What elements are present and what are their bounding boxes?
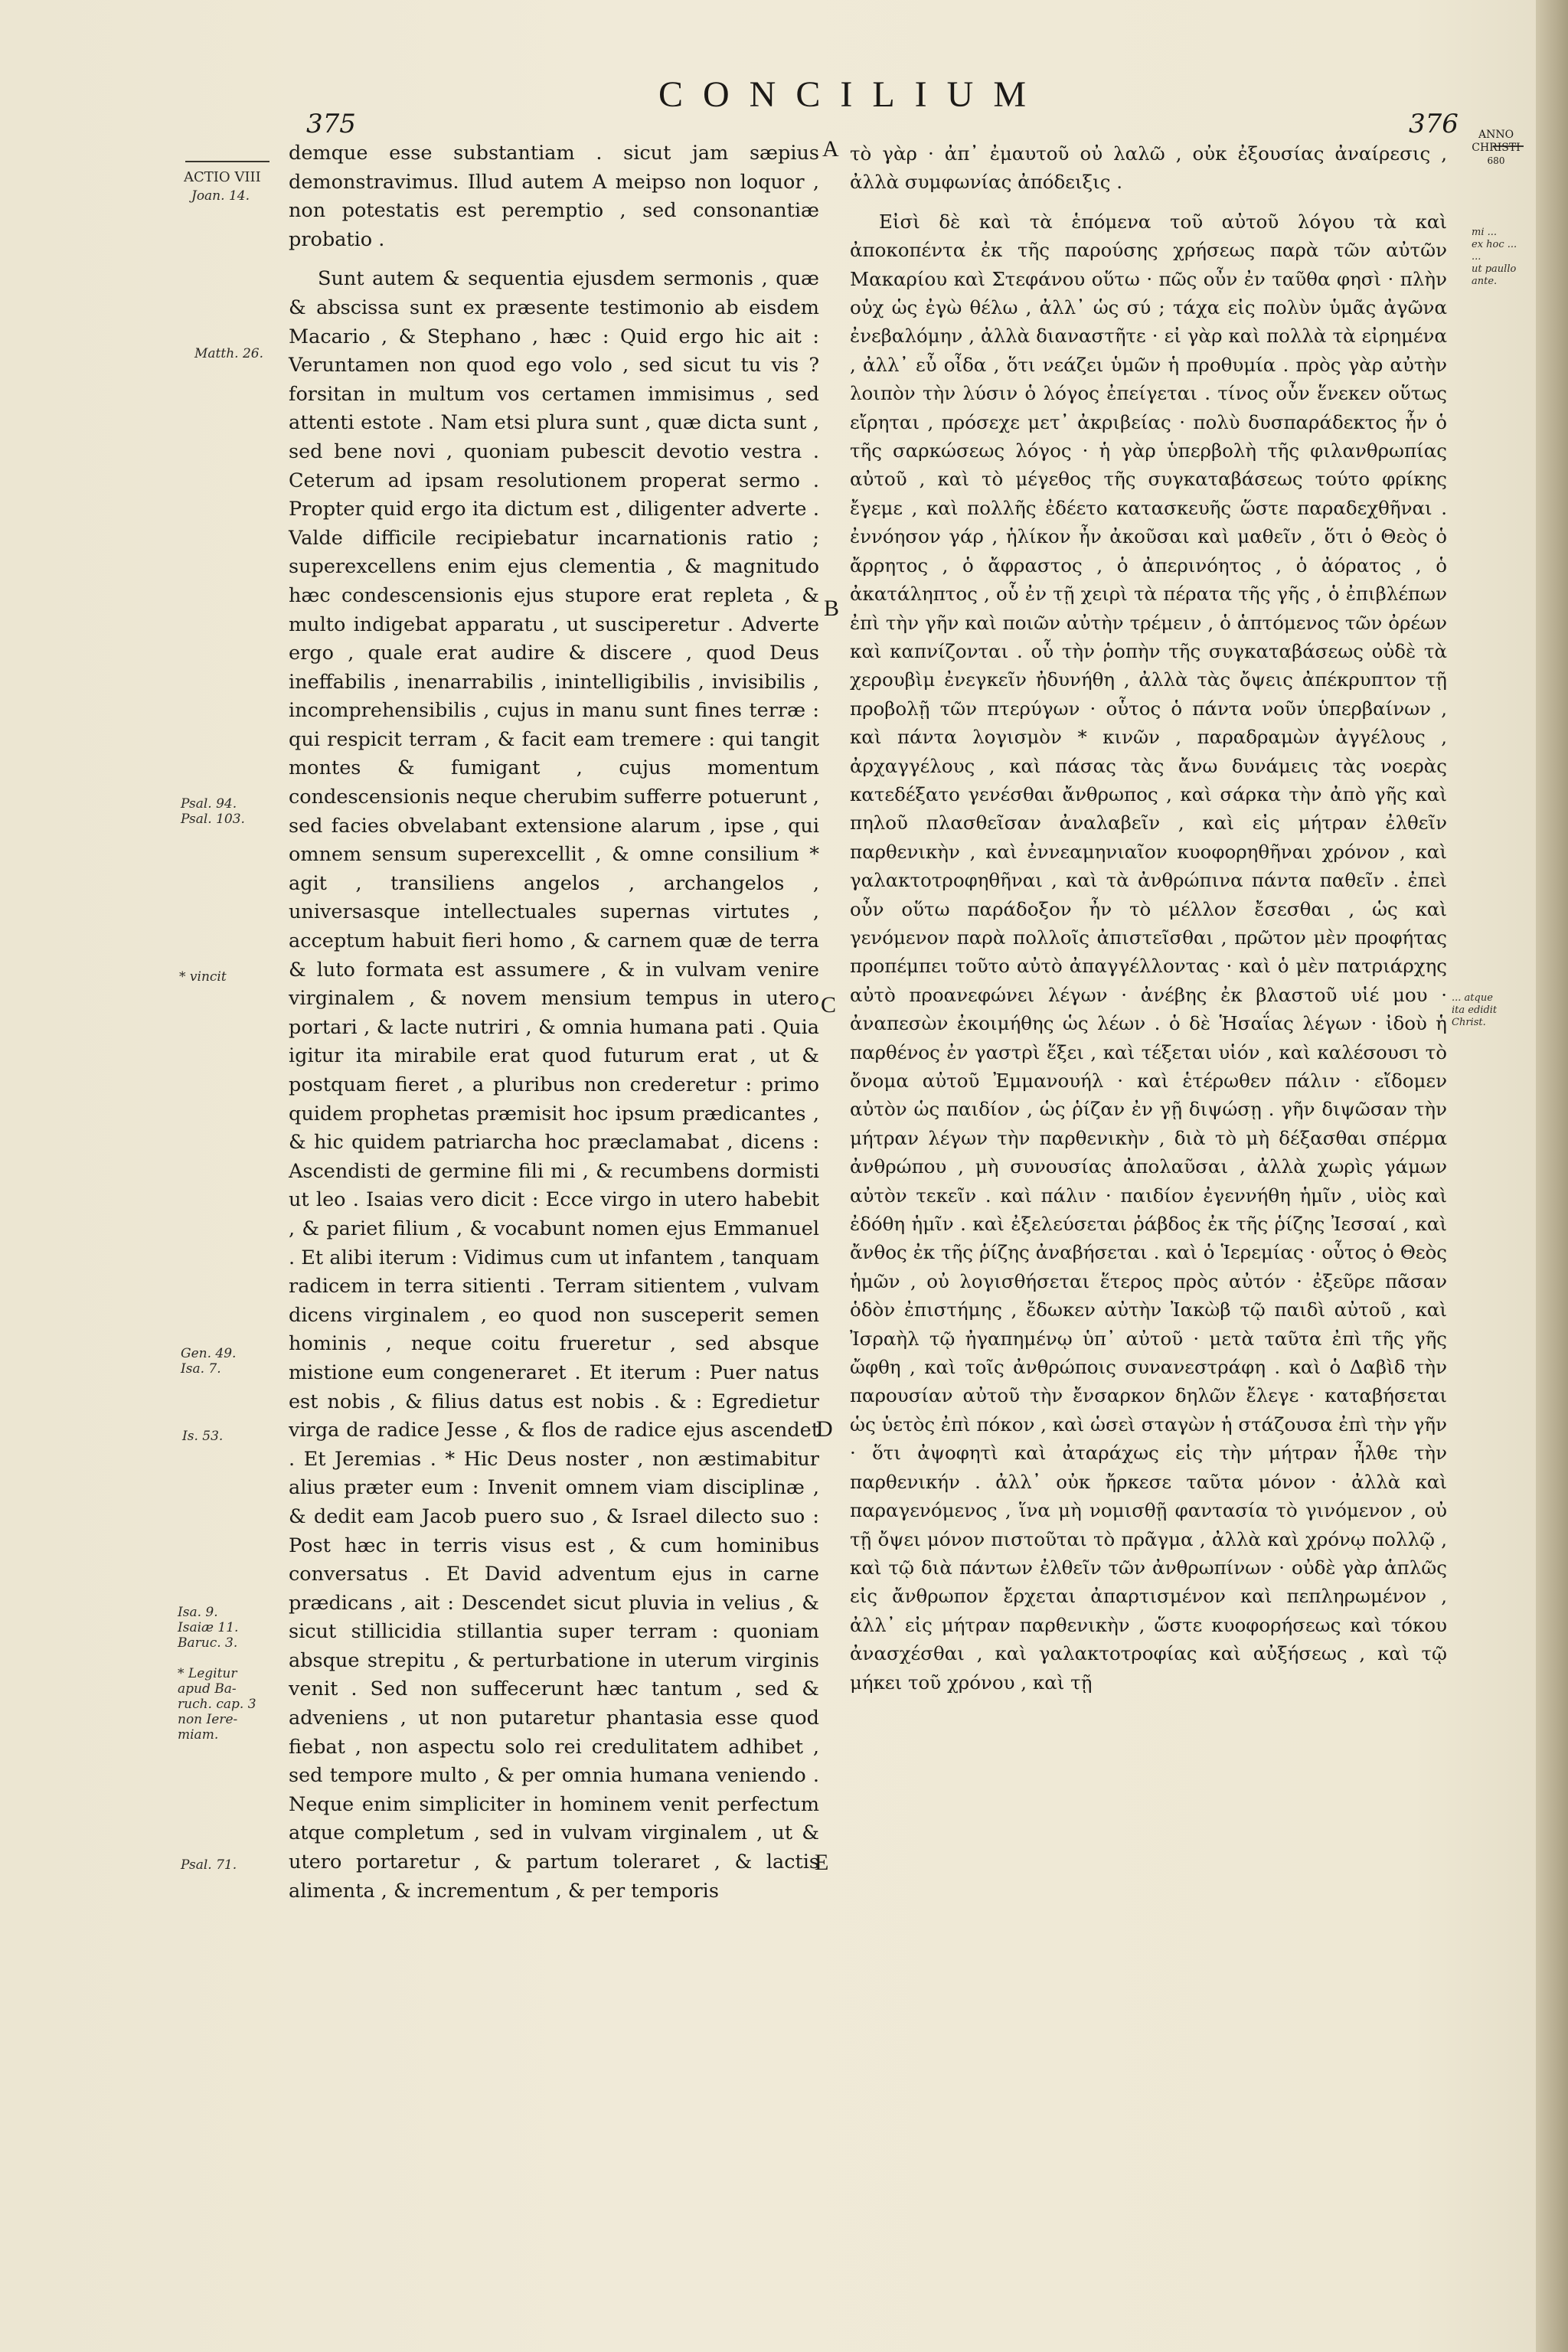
margin-note-psal: Psal. 94. Psal. 103. bbox=[181, 796, 245, 827]
greek-column bbox=[850, 139, 1447, 1697]
section-letter-e: E bbox=[815, 1850, 829, 1875]
margin-note-vincit: * vincit bbox=[179, 969, 227, 985]
section-letter-a: A bbox=[822, 136, 839, 162]
margin-note-baruch: * Legitur apud Ba- ruch. cap. 3 non Iere- miam. bbox=[178, 1666, 256, 1743]
section-letter-c: C bbox=[821, 992, 837, 1018]
margin-note-is: Is. 53. bbox=[182, 1429, 224, 1444]
page-binding-edge bbox=[1536, 0, 1568, 2352]
page-number-right: 376 bbox=[1409, 109, 1459, 139]
margin-note-right-2: ... atque ita edidit Christ. bbox=[1452, 992, 1498, 1028]
christi-label: CHRISTI bbox=[1472, 142, 1521, 154]
greek-paragraph-2: Εἰσὶ δὲ καὶ τὰ ἑπόμενα τοῦ αὐτοῦ λόγου τὰ καὶ ἀποκοπέντα ἐκ τῆς παρούσης χρήσεως παρὰ τῶν αὐτῶν Μακαρίου καὶ Στεφάνου οὕτω · πῶς οὖν ἐν ταῦθα φησὶ · πλὴν οὐχ ὡς ἐγὼ θέλω , ἀλλ᾽ ὡς σύ ; τάχα εἰς πολὺν ὑμᾶς ἀγῶνα ἐνεβαλόμην , ἀλλὰ διαναστῆτε · εἰ γὰρ καὶ πολλὰ τὰ εἰρημένα , ἀλλ᾽ εὖ οἶδα , ὅτι νεάζει ὑμῶν ἡ προθυμία . πρὸς γὰρ αὐτὴν λοιπὸν τὴν λύσιν ὁ λόγος ἐπείγεται . τίνος οὖν ἕνεκεν οὕτως εἴρηται , πρόσεχε μετ᾽ ἀκριβείας · πολὺ δυσπαράδεκτος ἦν ὁ τῆς σαρκώσεως λόγος · ἡ γὰρ ὑπερβολὴ τῆς φιλανθρωπίας αὐτοῦ , καὶ τὸ μέγεθος τῆς συγκαταβάσεως τούτο φρίκης ἔγεμε , καὶ πολλῆς ἐδέετο κατασκευῆς ὥστε παραδεχθῆναι . ἐννόησον γάρ , ἡλίκον ἦν ἀκοῦσαι καὶ μαθεῖν , ὅτι ὁ Θεὸς ὁ ἄρρητος , ὁ ἄφραστος , ὁ ἀπερινόητος , ὁ ἀόρατος , ὁ ἀκατάληπτος , οὗ ἐν τῇ χειρὶ τὰ πέρατα τῆς γῆς , ὁ ἐπιβλέπων ἐπὶ τὴν γῆν καὶ ποιῶν αὐτὴν τρέμειν , ὁ ἁπτόμενος τῶν ὀρέων καὶ καπνίζονται . οὗ τὴν ῥοπὴν τῆς συγκαταβάσεως οὐδὲ τὰ χερουβὶμ ἐνεγκεῖν ἠδυνήθη , ἀλλὰ τὰς ὄψεις ἀπέκρυπτον τῇ προβολῇ τῶν πτερύγων · οὗτος ὁ πάντα νοῦν ὑπερβαίνων , καὶ πάντα λογισμὸν * κινῶν , παραδραμὼν ἀγγέλους , ἀρχαγγέλους , καὶ πάσας τὰς ἄνω δυνάμεις τὰς νοερὰς κατεδέξατο γενέσθαι ἄνθρωπος , καὶ σάρκα τὴν ἀπὸ γῆς καὶ πηλοῦ πλασθεῖσαν ἀναλαβεῖν , καὶ εἰς μήτραν ἐλθεῖν παρθενικὴν , καὶ ἐννεαμηνιαῖον κυοφορηθῆναι χρόνον , καὶ γαλακτοτροφηθῆναι , καὶ τὰ ἀνθρώπινα πάντα παθεῖν . ἐπεὶ οὖν οὕτω παράδοξον ἦν τὸ μέλλον ἔσεσθαι , ὡς καὶ γενόμενον παρὰ πολλοῖς ἀπιστεῖσθαι , πρῶτον μὲν προφήτας προπέμπει τοῦτο αὐτὸ ἀπαγγέλλοντας · καὶ ὁ μὲν πατριάρχης αὐτὸ προανεφώνει λέγων · ἀνέβης ἐκ βλαστοῦ υἱέ μου · ἀναπεσὼν ἐκοιμήθης ὡς λέων . ὁ δὲ Ἡσαΐας λέγων · ἰδοὺ ἡ παρθένος ἐν γαστρὶ ἕξει , καὶ τέξεται υἱόν , καὶ καλέσουσι τὸ ὄνομα αὐτοῦ Ἐμμανουήλ · καὶ ἑτέρωθεν πάλιν · εἴδομεν αὐτὸν ὡς παιδίον , ὡς ῥίζαν ἐν γῇ διψώσῃ . γῆν διψῶσαν τὴν μήτραν λέγων τὴν παρθενικὴν , διὰ τὸ μὴ δέξασθαι σπέρμα ἀνθρώπου , μὴ συνουσίας ἀπολαῦσαι , ἀλλὰ χωρὶς γάμων αὐτὸν τεκεῖν . καὶ πάλιν · παιδίον ἐγεννήθη ἡμῖν , υἱὸς καὶ ἐδόθη ἡμῖν . καὶ ἐξελεύσεται ῥάβδος ἐκ τῆς ῥίζης Ἰεσσαί , καὶ ἄνθος ἐκ τῆς ῥίζης ἀναβήσεται . καὶ ὁ Ἱερεμίας · οὗτος ὁ Θεὸς ἡμῶν , οὐ λογισθήσεται ἕτερος πρὸς αὐτόν · ἐξεῦρε πᾶσαν ὁδὸν ἐπιστήμης , ἔδωκεν αὐτὴν Ἰακὼβ τῷ παιδὶ αὐτοῦ , καὶ Ἰσραὴλ τῷ ἠγαπημένῳ ὑπ᾽ αὐτοῦ · μετὰ ταῦτα ἐπὶ τῆς γῆς ὤφθη , καὶ τοῖς ἀνθρώποις συνανεστράφη . καὶ ὁ Δαβὶδ τὴν παρουσίαν αὐτοῦ τὴν ἔνσαρκον δηλῶν ἔλεγε · καταβήσεται ὡς ὑετὸς ἐπὶ πόκον , καὶ ὡσεὶ σταγὼν ἡ στάζουσα ἐπὶ τὴν γῆν · ὅτι ἀψοφητὶ καὶ ἀταράχως εἰς τὴν μήτραν ἦλθε τὴν παρθενικήν . ἀλλ᾽ οὐκ ἤρκεσε ταῦτα μόνον · ἀλλὰ καὶ παραγενόμενος , ἵνα μὴ νομισθῇ φαντασία τὸ γινόμενον , οὐ τῇ ὄψει μόνον πιστοῦται τὸ πρᾶγμα , ἀλλὰ καὶ χρόνῳ πολλῷ , καὶ τῷ διὰ πάντων ἐλθεῖν τῶν ἀνθρωπίνων · οὐδὲ γὰρ ἁπλῶς εἰς ἄνθρωπον ἔρχεται ἀπαρτισμένον καὶ πεπληρωμένον , ἀλλ᾽ εἰς μήτραν παρθενικὴν , ὥστε κυοφορήσεως καὶ τόκου ἀνασχέσθαι , καὶ γαλακτοτροφίας καὶ αὐξήσεως , καὶ τῷ μήκει τοῦ χρόνου , καὶ τῇ bbox=[850, 210, 1447, 1694]
margin-note-joan: Joan. 14. bbox=[191, 188, 250, 204]
running-title: CONCILIUM bbox=[658, 74, 1046, 115]
latin-paragraph-2: Sunt autem & sequentia ejusdem sermonis , quæ & abscissa sunt ex præsente testimonio ab eisdem Macario , & Stephano , hæc : Quid ergo hic ait : Veruntamen non quod ego volo , sed sicut tu vis ? forsitan in multum vos certamen immisimus , sed attenti estote . Nam etsi plura sunt , quæ dicta sunt , sed bene novi , quoniam pubescit devotio vestra . Ceterum ad ipsam resolutionem properat sermo . Propter quid ergo ita dictum est , diligenter adverte . Valde difficile recipiebatur incarnationis ratio ; superexcellens enim ejus clementia , & magnitudo hæc condescensionis ejus stupore erat repleta , & multo indigebat apparatu , ut susciperetur . Adverte ergo , quale erat audire & discere , quod Deus ineffabilis , inenarrabilis , inintelligibilis , invisibilis , incomprehensibilis , cujus in manu sunt fines terræ : qui respicit terram , & facit eam tremere : qui tangit montes & fumigant , cujus momentum condescensionis neque cherubim sufferre potuerunt , sed facies obvelabant extensione alarum , ipse , qui omnem sensum superexcellit , & omne consilium * agit , transiliens angelos , archangelos , universasque intellectuales supernas virtutes , acceptum habuit fieri homo , & carnem quæ de terra & luto formata est assumere , & in vulvam venire virginalem , & novem mensium tempus in utero portari , & lacte nutriri , & omnia humana pati . Quia igitur ita mirabile erat quod futurum erat , ut & postquam fieret , a pluribus non crederetur : primo quidem prophetas præmisit hoc ipsum prædicantes , & hic quidem patriarcha hoc præclamabat , dicens : Ascendisti de germine fili mi , & recumbens dormisti ut leo . Isaias vero dicit : Ecce virgo in utero habebit , & pariet filium , & vocabunt nomen ejus Emmanuel . Et alibi iterum : Vidimus cum ut infantem , tanquam radicem in terra sitienti . Terram sitientem , vulvam dicens virginalem , eo quod non susceperit semen hominis , neque coitu frueretur , sed absque mistione eum congeneraret . Et iterum : Puer natus est nobis , & filius datus est nobis . & : Egredietur virga de radice Jesse , & flos de radice ejus ascendet . Et Jeremias . * Hic Deus noster , non æstimabitur alius præter eum : Invenit omnem viam disciplinæ , & dedit eam Jacob puero suo , & Israel dilecto suo : Post hæc in terris visus est , & cum hominibus conversatus . Et David adventum ejus in carne prædicans , ait : Descendet sicut pluvia in velius , & sicut stillicidia stillantia super terram : quoniam absque strepitu , & perturbatione in uterum virginis venit . Sed non suffecerunt hæc tantum , sed & adveniens , ut non putaretur phantasia esse quod fiebat , non aspectu solo rei credulitatem adhibet , sed tempore multo , & per omnia humana veniendo . Neque enim simpliciter in hominem venit perfectum atque completum , sed in vulvam virginalem , ut & utero portaretur , & partum toleraret , & lactis alimenta , & incrementum , & per temporis bbox=[289, 267, 819, 1903]
section-letter-b: B bbox=[824, 596, 840, 621]
section-letter-d: D bbox=[816, 1416, 833, 1442]
year-box bbox=[1468, 129, 1524, 168]
margin-note-matth: Matth. 26. bbox=[194, 346, 263, 361]
running-header bbox=[0, 74, 1531, 139]
greek-paragraph-1: τὸ γὰρ · ἀπ᾽ ἐμαυτοῦ οὐ λαλῶ , οὐκ ἐξουσίας ἀναίρεσις , ἀλλὰ συμφωνίας ἀπόδειξις . bbox=[850, 142, 1447, 194]
anno-label: ANNO bbox=[1478, 129, 1514, 141]
year-label: 680 bbox=[1487, 155, 1505, 166]
margin-note-isa: Isa. 9. Isaiæ 11. Baruc. 3. bbox=[178, 1605, 239, 1651]
margin-note-psal71: Psal. 71. bbox=[181, 1857, 237, 1873]
margin-actio: ACTIO VIII bbox=[184, 169, 261, 185]
margin-note-right-1: mi ... ex hoc ... ... ut paullo ante. bbox=[1472, 227, 1517, 287]
latin-column bbox=[289, 139, 819, 1906]
margin-note-gen: Gen. 49. Isa. 7. bbox=[181, 1346, 237, 1377]
page-number-left: 375 bbox=[306, 109, 356, 139]
latin-paragraph-1: demque esse substantiam . sicut jam sæpius demonstravimus. Illud autem A meipso non loquor , non potestatis est peremptio , sed consonantiæ probatio . bbox=[289, 142, 819, 251]
margin-rule-left bbox=[185, 161, 270, 162]
